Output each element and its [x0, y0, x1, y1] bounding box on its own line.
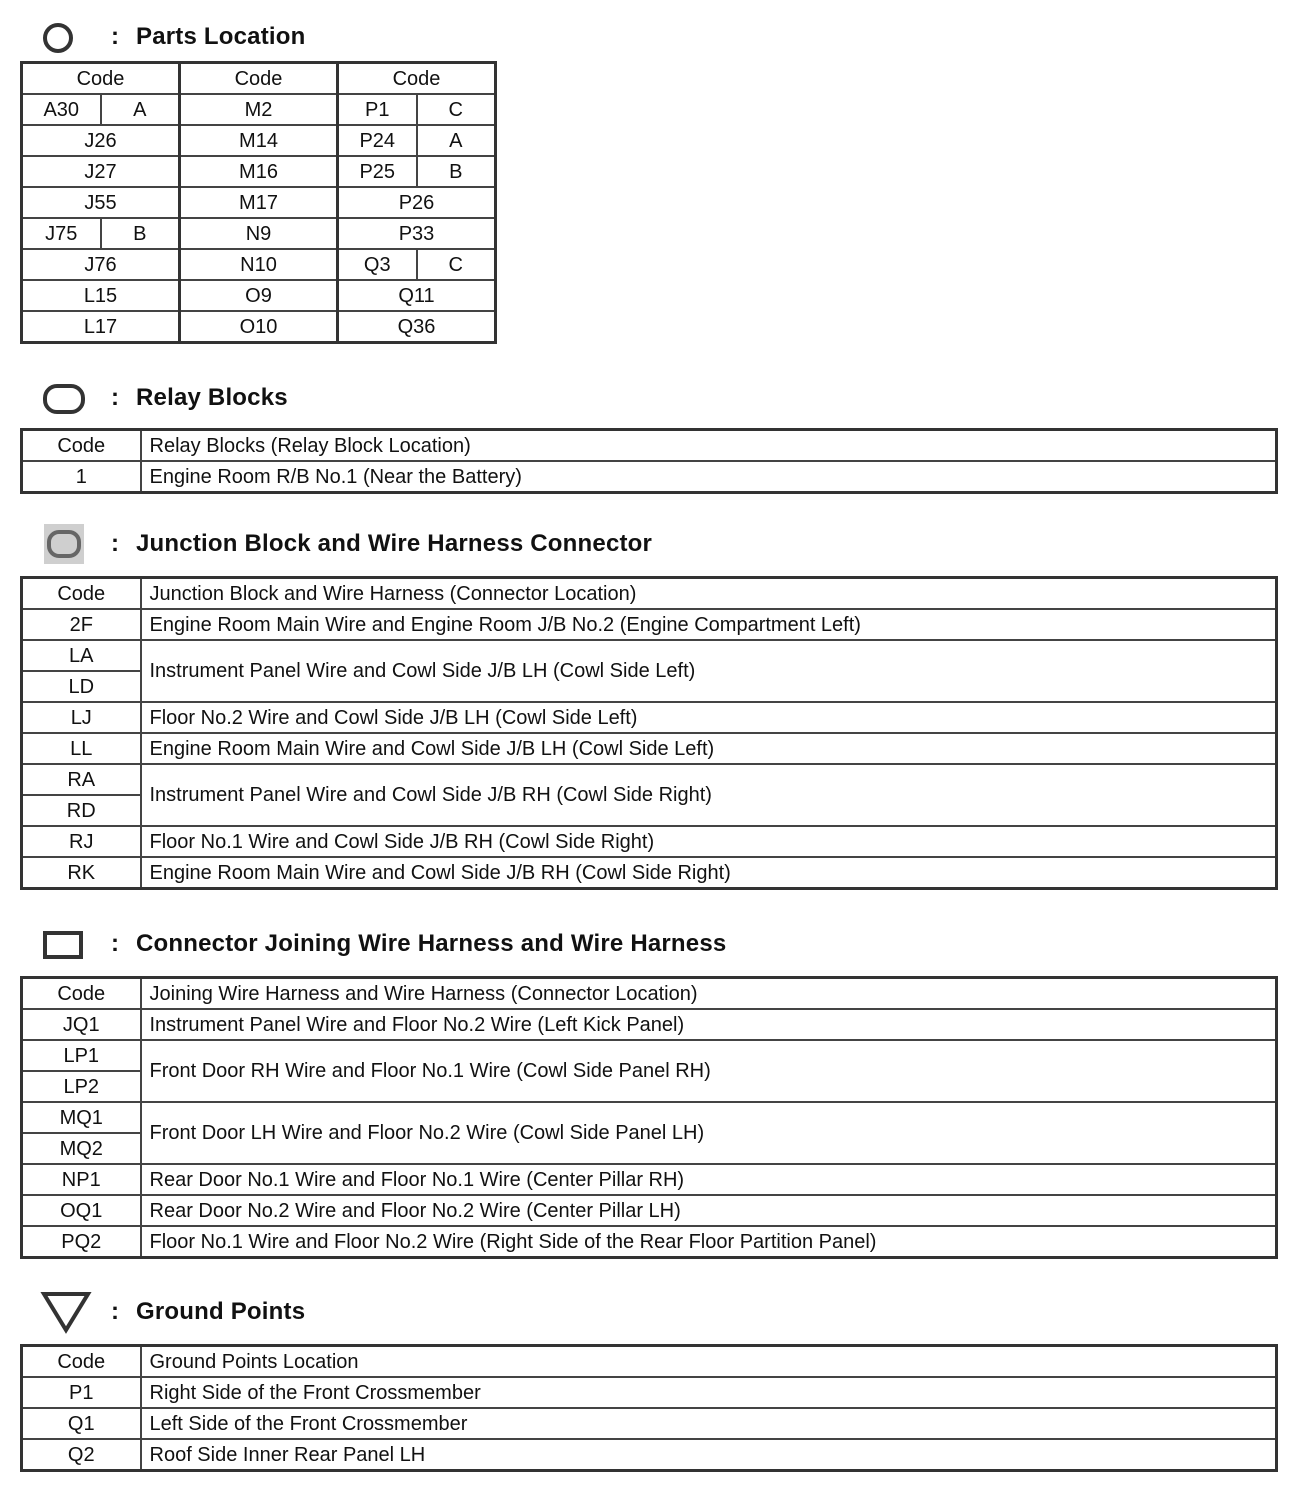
shaded-rounded-rect-icon	[40, 521, 100, 567]
heading-colon: :	[111, 23, 119, 50]
table-row	[22, 640, 1277, 671]
table-row	[22, 249, 496, 280]
location-cell: Front Door LH Wire and Floor No.2 Wire (Cowl Side Panel LH)	[141, 1102, 1277, 1164]
column-header: Code	[338, 63, 496, 95]
heading-colon: :	[111, 384, 119, 411]
connector-joining-table	[20, 976, 1278, 1259]
code-cell: O10	[180, 311, 338, 343]
code-cell: N9	[180, 218, 338, 249]
code-cell: N10	[180, 249, 338, 280]
code-cell: M14	[180, 125, 338, 156]
location-cell: Floor No.1 Wire and Floor No.2 Wire (Right Side of the Rear Floor Partition Panel)	[141, 1226, 1277, 1258]
location-cell: Engine Room Main Wire and Cowl Side J/B RH (Cowl Side Right)	[141, 857, 1277, 889]
code-cell: NP1	[22, 1164, 141, 1195]
table-row	[22, 702, 1277, 733]
table-row	[22, 826, 1277, 857]
table-row	[22, 94, 496, 125]
code-cell: OQ1	[22, 1195, 141, 1226]
table-header-row	[22, 578, 1277, 610]
code-cell: MQ2	[22, 1133, 141, 1164]
location-cell: Left Side of the Front Crossmember	[141, 1408, 1277, 1439]
location-cell: Engine Room R/B No.1 (Near the Battery)	[141, 461, 1277, 493]
table-row	[22, 1102, 1277, 1133]
location-cell: Front Door RH Wire and Floor No.1 Wire (Cowl Side Panel RH)	[141, 1040, 1277, 1102]
code-cell: O9	[180, 280, 338, 311]
code-cell: A30	[22, 94, 101, 125]
section-title: Junction Block and Wire Harness Connector	[136, 530, 653, 557]
code-cell: P26	[338, 187, 496, 218]
code-cell: RJ	[22, 826, 141, 857]
code-cell: J55	[22, 187, 180, 218]
code-cell: J26	[22, 125, 180, 156]
code-cell: P1	[338, 94, 417, 125]
circle-icon	[40, 14, 100, 60]
rectangle-icon	[40, 921, 100, 967]
code-suffix-cell: A	[417, 125, 496, 156]
column-header: Code	[22, 63, 180, 95]
table-row	[22, 1226, 1277, 1258]
table-row	[22, 1195, 1277, 1226]
code-cell: Q11	[338, 280, 496, 311]
table-header-row	[22, 63, 496, 95]
table-row	[22, 280, 496, 311]
table-header-row	[22, 430, 1277, 462]
code-cell: LA	[22, 640, 141, 671]
section-title: Ground Points	[136, 1298, 306, 1325]
location-cell: Floor No.2 Wire and Cowl Side J/B LH (Cowl Side Left)	[141, 702, 1277, 733]
code-cell: LL	[22, 733, 141, 764]
column-header: Code	[22, 578, 141, 610]
code-cell: MQ1	[22, 1102, 141, 1133]
code-cell: RD	[22, 795, 141, 826]
location-cell: Instrument Panel Wire and Floor No.2 Wire (Left Kick Panel)	[141, 1009, 1277, 1040]
table-row	[22, 1408, 1277, 1439]
location-cell: Rear Door No.1 Wire and Floor No.1 Wire (Center Pillar RH)	[141, 1164, 1277, 1195]
ground-points-table	[20, 1344, 1278, 1472]
code-cell: JQ1	[22, 1009, 141, 1040]
column-header: Code	[22, 1346, 141, 1378]
code-suffix-cell: C	[417, 94, 496, 125]
column-header: Relay Blocks (Relay Block Location)	[141, 430, 1277, 462]
table-row	[22, 1009, 1277, 1040]
code-cell: P33	[338, 218, 496, 249]
column-header: Ground Points Location	[141, 1346, 1277, 1378]
parts-location-table	[20, 61, 497, 344]
column-header: Junction Block and Wire Harness (Connector Location)	[141, 578, 1277, 610]
code-cell: L17	[22, 311, 180, 343]
code-cell: L15	[22, 280, 180, 311]
code-cell: Q3	[338, 249, 417, 280]
table-row	[22, 1377, 1277, 1408]
code-cell: Q2	[22, 1439, 141, 1471]
location-cell: Rear Door No.2 Wire and Floor No.2 Wire (Center Pillar LH)	[141, 1195, 1277, 1226]
code-cell: M2	[180, 94, 338, 125]
table-row	[22, 125, 496, 156]
parts-location-heading	[40, 14, 306, 60]
junction-block-heading	[40, 521, 652, 567]
code-cell: M16	[180, 156, 338, 187]
code-suffix-cell: C	[417, 249, 496, 280]
table-header-row	[22, 978, 1277, 1010]
code-cell: 2F	[22, 609, 141, 640]
code-cell: Q1	[22, 1408, 141, 1439]
location-cell: Engine Room Main Wire and Engine Room J/B No.2 (Engine Compartment Left)	[141, 609, 1277, 640]
table-row	[22, 609, 1277, 640]
location-cell: Right Side of the Front Crossmember	[141, 1377, 1277, 1408]
code-cell: J75	[22, 218, 101, 249]
table-row	[22, 461, 1277, 493]
code-cell: RA	[22, 764, 141, 795]
rounded-rect-icon	[40, 375, 100, 421]
location-cell: Engine Room Main Wire and Cowl Side J/B LH (Cowl Side Left)	[141, 733, 1277, 764]
location-cell: Floor No.1 Wire and Cowl Side J/B RH (Cowl Side Right)	[141, 826, 1277, 857]
column-header: Joining Wire Harness and Wire Harness (Connector Location)	[141, 978, 1277, 1010]
code-suffix-cell: B	[101, 218, 180, 249]
location-cell: Instrument Panel Wire and Cowl Side J/B RH (Cowl Side Right)	[141, 764, 1277, 826]
column-header: Code	[180, 63, 338, 95]
code-cell: M17	[180, 187, 338, 218]
table-row	[22, 733, 1277, 764]
code-cell: 1	[22, 461, 141, 493]
location-cell: Roof Side Inner Rear Panel LH	[141, 1439, 1277, 1471]
table-row	[22, 1040, 1277, 1071]
code-cell: P25	[338, 156, 417, 187]
table-row	[22, 1439, 1277, 1471]
code-cell: PQ2	[22, 1226, 141, 1258]
code-suffix-cell: B	[417, 156, 496, 187]
table-row	[22, 764, 1277, 795]
heading-colon: :	[111, 530, 119, 557]
code-cell: Q36	[338, 311, 496, 343]
code-cell: LP1	[22, 1040, 141, 1071]
code-suffix-cell: A	[101, 94, 180, 125]
table-row	[22, 311, 496, 343]
code-cell: RK	[22, 857, 141, 889]
relay-blocks-heading	[40, 375, 288, 421]
table-row	[22, 187, 496, 218]
table-row	[22, 1164, 1277, 1195]
junction-block-table	[20, 576, 1278, 890]
section-title: Connector Joining Wire Harness and Wire Harness	[136, 930, 727, 957]
column-header: Code	[22, 978, 141, 1010]
connector-joining-heading	[40, 921, 726, 967]
code-cell: LJ	[22, 702, 141, 733]
code-cell: P1	[22, 1377, 141, 1408]
code-cell: J76	[22, 249, 180, 280]
table-row	[22, 156, 496, 187]
column-header: Code	[22, 430, 141, 462]
heading-colon: :	[111, 1298, 119, 1325]
code-cell: P24	[338, 125, 417, 156]
relay-blocks-table	[20, 428, 1278, 494]
section-title: Relay Blocks	[136, 384, 288, 411]
table-row	[22, 218, 496, 249]
table-row	[22, 857, 1277, 889]
heading-colon: :	[111, 930, 119, 957]
code-cell: J27	[22, 156, 180, 187]
table-header-row	[22, 1346, 1277, 1378]
code-cell: LP2	[22, 1071, 141, 1102]
section-title: Parts Location	[136, 23, 306, 50]
location-cell: Instrument Panel Wire and Cowl Side J/B LH (Cowl Side Left)	[141, 640, 1277, 702]
code-cell: LD	[22, 671, 141, 702]
ground-points-heading	[40, 1289, 305, 1335]
triangle-down-icon	[40, 1289, 100, 1335]
